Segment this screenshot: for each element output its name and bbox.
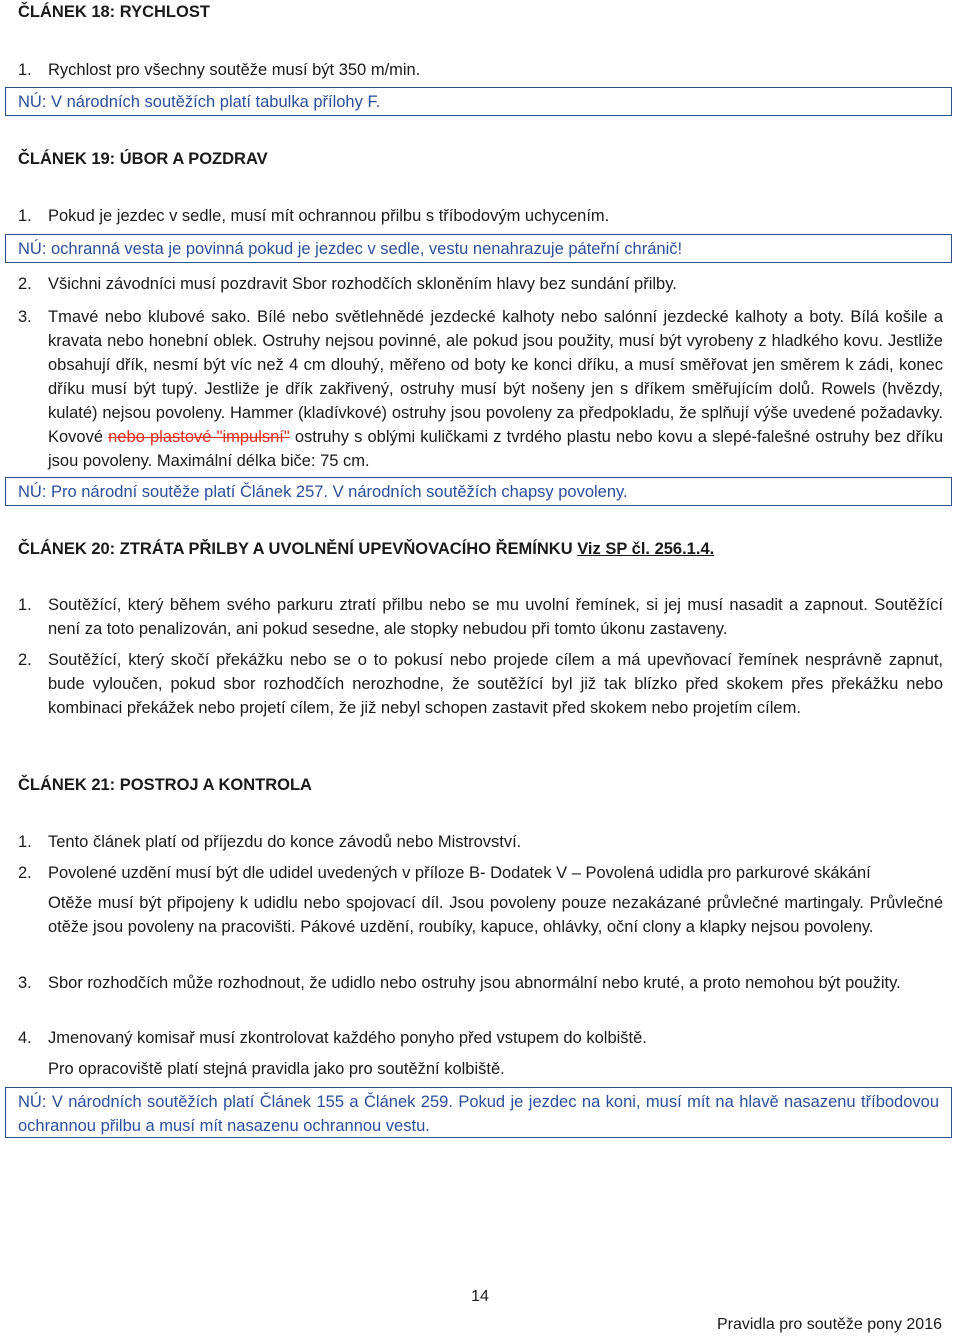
a21-item-4-text: Jmenovaný komisař musí zkontrolovat každého ponyho před vstupem do kolbiště. <box>48 1029 647 1047</box>
a18-item-1-text: Rychlost pro všechny soutěže musí být 350 m/min. <box>48 61 421 79</box>
article-20-heading-text: ČLÁNEK 20: ZTRÁTA PŘILBY A UVOLNĚNÍ UPEVŇOVACÍHO ŘEMÍNKU <box>18 540 573 558</box>
article-19-heading: ČLÁNEK 19: ÚBOR A POZDRAV <box>18 150 268 168</box>
a21-item-4-continuation: Pro opracoviště platí stejná pravidla jako pro soutěžní kolbiště. <box>48 1060 505 1078</box>
a20-item-1-text: Soutěžící, který během svého parkuru ztratí přilbu nebo se mu uvolní řemínek, si jej musí nasadit a zapnout. Soutěžící není za toto penalizován, ani pokud sesedne, ale stopky nebudou při tomto úkonu zastaveny. <box>48 596 943 638</box>
article-18-heading: ČLÁNEK 18: RYCHLOST <box>18 3 210 21</box>
a19-item-3-text-b: ostruhy s oblými kuličkami z tvrdého plastu nebo kovu a slepé-falešné ostruhy bez dříku jsou povoleny. Maximální délka biče: 75 cm. <box>48 428 943 470</box>
a21-item-1-number: 1. <box>18 833 32 851</box>
a19-item-1-number: 1. <box>18 207 32 225</box>
a19-item-2-number: 2. <box>18 275 32 293</box>
a21-national-note-text: NÚ: V národních soutěžích platí Článek 155 a Článek 259. Pokud je jezdec na koni, musí mít na hlavě nasazenu tříbodovou ochrannou přilbu a musí mít nasazenu ochrannou vestu. <box>18 1093 939 1135</box>
article-20-heading <box>18 540 714 559</box>
a21-item-2-number: 2. <box>18 864 32 882</box>
a21-item-2-text: Povolené uzdění musí být dle udidel uvedených v příloze B- Dodatek V – Povolená udidla pro parkurové skákání <box>48 864 871 882</box>
document-footer-title: Pravidla pro soutěže pony 2016 <box>716 1316 942 1333</box>
article-20-heading-reference: Viz SP čl. 256.1.4. <box>577 540 715 558</box>
a19-national-note-vest <box>5 234 952 263</box>
article-21-heading: ČLÁNEK 21: POSTROJ A KONTROLA <box>18 776 312 794</box>
a20-item-2-number: 2. <box>18 651 32 669</box>
a21-item-1-text: Tento článek platí od příjezdu do konce závodů nebo Mistrovství. <box>48 833 522 851</box>
a19-item-3-number: 3. <box>18 308 32 326</box>
a19-national-note-vest-text: NÚ: ochranná vesta je povinná pokud je jezdec v sedle, vestu nenahrazuje páteřní chránič! <box>18 240 683 258</box>
a19-national-note-chaps-text: NÚ: Pro národní soutěže platí Článek 257. V národních soutěžích chapsy povoleny. <box>18 483 628 501</box>
a18-national-note <box>5 87 952 116</box>
a18-item-1-number: 1. <box>18 61 32 79</box>
a18-national-note-text: NÚ: V národních soutěžích platí tabulka přílohy F. <box>18 93 381 111</box>
a19-national-note-chaps <box>5 477 952 506</box>
a21-item-3-text: Sbor rozhodčích může rozhodnout, že udidlo nebo ostruhy jsou abnormální nebo kruté, a proto nemohou být použity. <box>48 974 901 992</box>
a19-item-1-text: Pokud je jezdec v sedle, musí mít ochrannou přilbu s tříbodovým uchycením. <box>48 207 610 225</box>
a19-item-2-text: Všichni závodníci musí pozdravit Sbor rozhodčích skloněním hlavy bez sundání přilby. <box>48 275 677 293</box>
a20-item-1-number: 1. <box>18 596 32 614</box>
a19-item-3-text <box>48 305 943 473</box>
a21-item-4-number: 4. <box>18 1029 32 1047</box>
a19-item-3-text-a: Tmavé nebo klubové sako. Bílé nebo světlehnědé jezdecké kalhoty nebo salónní jezdecké kalhoty a boty. Bílá košile a kravata nebo honební oblek. Ostruhy nejsou povinné, ale pokud jsou použity, musí být vyrobeny z hladkého kovu. Jestliže obsahují dřík, nesmí být víc než 4 cm dlouhý, měřeno od boty ke konci dříku, a musí směřovat jen směrem k zádi, konec dříku musí být tupý. Jestliže je dřík zakřivený, ostruhy musí být nošeny jen s dříkem směřujícím dolů. Rowels (hvězdy, kulaté) nejsou povoleny. Hammer (kladívkové) ostruhy jsou povoleny za předpokladu, že splňují výše uvedené požadavky. Kovové <box>48 308 943 446</box>
a21-national-note <box>5 1087 952 1138</box>
a21-item-3-number: 3. <box>18 974 32 992</box>
a19-item-3-struck-text: nebo plastové "impulsní" <box>108 428 290 446</box>
a21-item-2-continuation: Otěže musí být připojeny k udidlu nebo spojovací díl. Jsou povoleny pouze nezakázané průvlečné martingaly. Průvlečné otěže jsou povoleny na pracovišti. Pákové uzdění, roubíky, kapuce, ohlávky, oční clony a klapky nejsou povoleny. <box>48 894 943 936</box>
page-number: 14 <box>471 1288 489 1305</box>
a20-item-2-text: Soutěžící, který skočí překážku nebo se o to pokusí nebo projede cílem a má upevňovací řemínek nesprávně zapnut, bude vyloučen, pokud sbor rozhodčích nerozhodne, že soutěžící byl již tak blízko před skokem přes překážku nebo kombinaci překážek nebo projetí cílem, že již nebyl schopen zastavit před skokem nebo projetím cílem. <box>48 651 943 717</box>
